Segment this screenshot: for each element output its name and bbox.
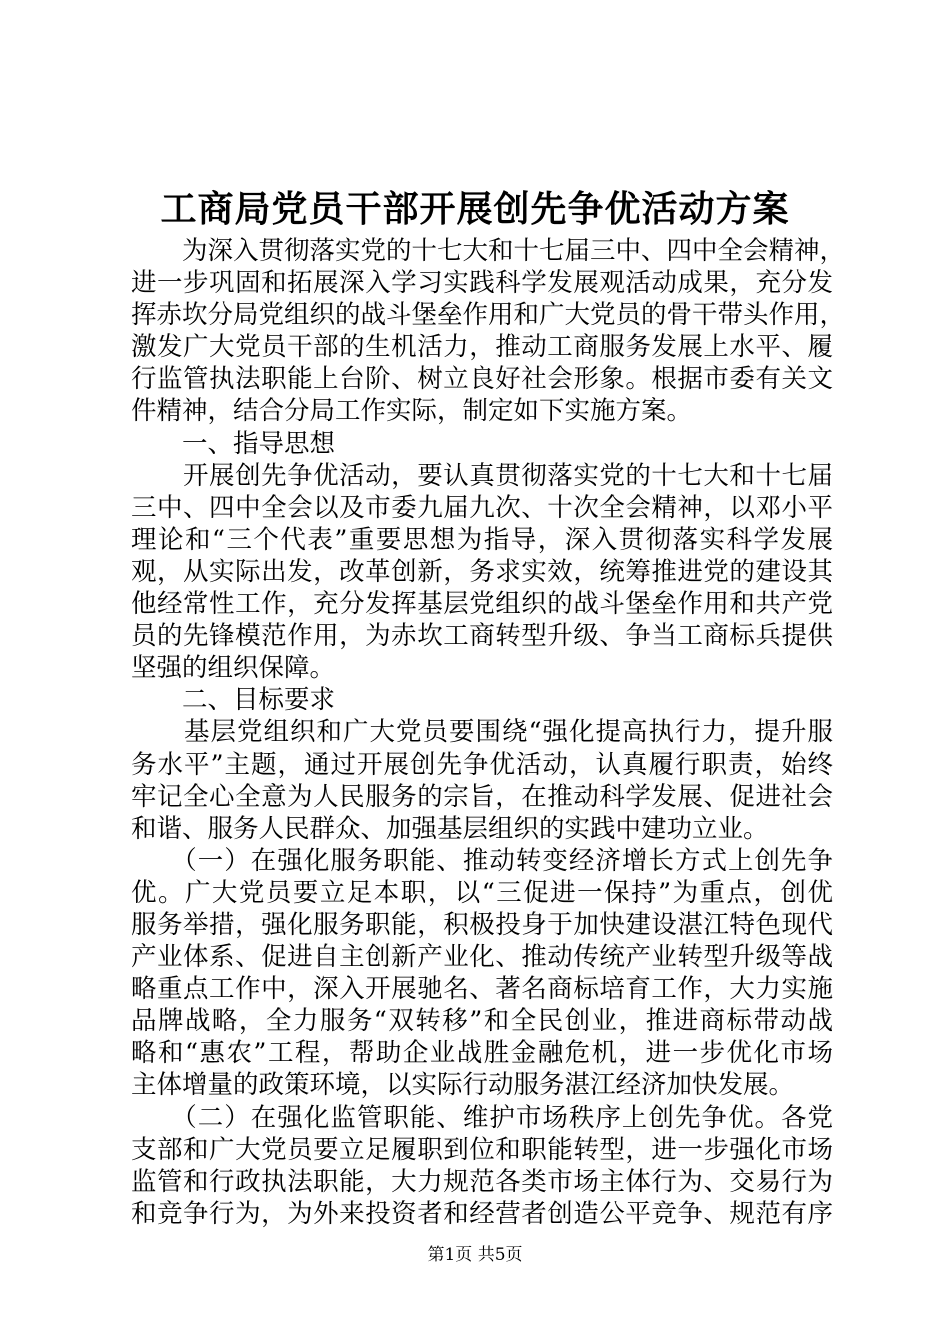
text-line: 进一步巩固和拓展深入学习实践科学发展观活动成果，充分发	[131, 268, 833, 299]
document-body	[131, 235, 846, 1230]
text-line: 二、目标要求	[131, 685, 336, 716]
text-line: 三中、四中全会以及市委九届九次、十次全会精神，以邓小平	[131, 492, 833, 523]
text-line: 务水平”主题，通过开展创先争优活动，认真履行职责，始终	[131, 749, 833, 780]
text-line: 和竞争行为，为外来投资者和经营者创造公平竞争、规范有序	[131, 1198, 833, 1229]
text-line: 他经常性工作，充分发挥基层党组织的战斗堡垒作用和共产党	[131, 589, 833, 620]
text-line: 件精神，结合分局工作实际，制定如下实施方案。	[131, 396, 693, 427]
text-line: 员的先锋模范作用，为赤坎工商转型升级、争当工商标兵提供	[131, 621, 833, 652]
text-line: （一）在强化服务职能、推动转变经济增长方式上创先争	[131, 845, 833, 876]
text-line: 主体增量的政策环境，以实际行动服务湛江经济加快发展。	[131, 1070, 795, 1101]
text-line: 开展创先争优活动，要认真贯彻落实党的十七大和十七届	[131, 460, 833, 491]
document-title: 工商局党员干部开展创先争优活动方案	[160, 188, 790, 230]
text-line: 监管和行政执法职能，大力规范各类市场主体行为、交易行为	[131, 1166, 833, 1197]
text-line: 理论和“三个代表”重要思想为指导，深入贯彻落实科学发展	[131, 524, 833, 555]
text-line: （二）在强化监管职能、维护市场秩序上创先争优。各党	[131, 1102, 833, 1133]
text-line: 略和“惠农”工程，帮助企业战胜金融危机，进一步优化市场	[131, 1038, 833, 1069]
text-line: 激发广大党员干部的生机活力，推动工商服务发展上水平、履	[131, 332, 833, 363]
text-line: 牢记全心全意为人民服务的宗旨，在推动科学发展、促进社会	[131, 781, 833, 812]
page-footer: 第1页 共5页	[427, 1245, 523, 1265]
text-line: 观，从实际出发，改革创新，务求实效，统筹推进党的建设其	[131, 556, 833, 587]
text-line: 和谐、服务人民群众、加强基层组织的实践中建功立业。	[131, 813, 769, 844]
text-line: 挥赤坎分局党组织的战斗堡垒作用和广大党员的骨干带头作用，	[131, 300, 846, 331]
text-line: 优。广大党员要立足本职，以“三促进一保持”为重点，创优	[131, 877, 833, 908]
text-line: 坚强的组织保障。	[131, 653, 336, 684]
text-line: 服务举措，强化服务职能，积极投身于加快建设湛江特色现代	[131, 909, 833, 940]
text-line: 品牌战略，全力服务“双转移”和全民创业，推进商标带动战	[131, 1006, 833, 1037]
text-line: 为深入贯彻落实党的十七大和十七届三中、四中全会精神，	[131, 236, 846, 266]
text-line: 略重点工作中，深入开展驰名、著名商标培育工作，大力实施	[131, 974, 833, 1005]
text-line: 基层党组织和广大党员要围绕“强化提高执行力，提升服	[131, 717, 833, 748]
text-line: 支部和广大党员要立足履职到位和职能转型，进一步强化市场	[131, 1134, 833, 1165]
text-line: 产业体系、促进自主创新产业化、推动传统产业转型升级等战	[131, 942, 833, 973]
text-line: 行监管执法职能上台阶、树立良好社会形象。根据市委有关文	[131, 364, 833, 395]
text-line: 一、指导思想	[131, 428, 336, 459]
